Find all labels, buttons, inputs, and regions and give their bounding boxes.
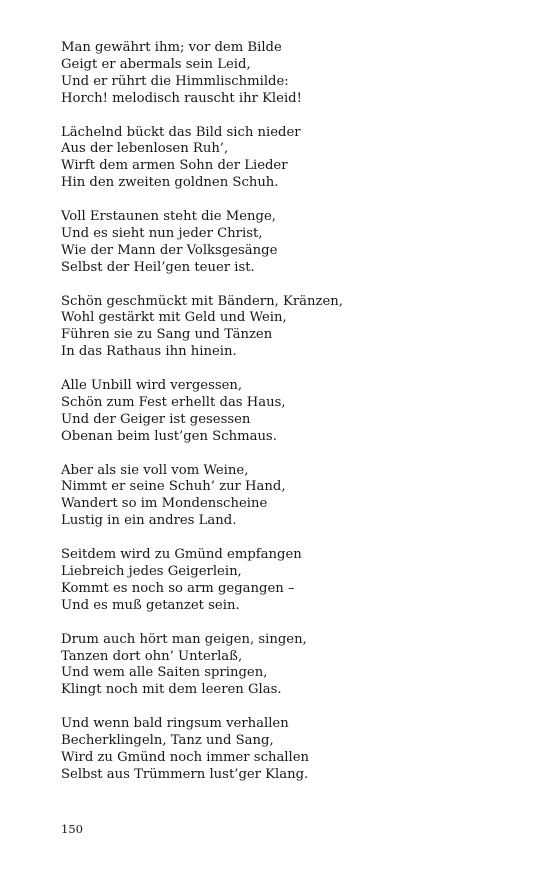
- verse-line: Wird zu Gmünd noch immer schallen: [61, 749, 310, 765]
- verse-line: Und der Geiger ist gesessen: [61, 411, 251, 427]
- stanza: [61, 209, 521, 277]
- poem-text: [61, 40, 521, 801]
- verse-line: Seitdem wird zu Gmünd empfangen: [61, 547, 302, 563]
- stanza: [61, 378, 521, 446]
- stanza: [61, 716, 521, 784]
- verse-line: Man gewährt ihm; vor dem Bilde: [61, 40, 282, 55]
- verse-line: Tanzen dort ohn’ Unterlaß,: [61, 648, 243, 664]
- verse-line: Horch! melodisch rauscht ihr Kleid!: [61, 90, 302, 106]
- verse-line: Hin den zweiten goldnen Schuh.: [61, 175, 279, 191]
- page-number: 150: [61, 822, 83, 836]
- stanza: [61, 294, 521, 362]
- verse-line: Alle Unbill wird vergessen,: [61, 378, 243, 394]
- verse-line: Und es sieht nun jeder Christ,: [61, 225, 263, 241]
- verse-line: Lächelnd bückt das Bild sich nieder: [61, 124, 301, 140]
- verse-line: Führen sie zu Sang und Tänzen: [61, 327, 273, 343]
- stanza: [61, 547, 521, 615]
- verse-line: Schön geschmückt mit Bändern, Kränzen,: [61, 293, 343, 309]
- verse-line: Aus der lebenlosen Ruh’,: [61, 141, 229, 157]
- verse-line: Und wenn bald ringsum verhallen: [61, 716, 289, 732]
- verse-line: Wandert so im Mondenscheine: [61, 496, 268, 512]
- verse-line: Voll Erstaunen steht die Menge,: [61, 209, 276, 225]
- verse-line: Wohl gestärkt mit Geld und Wein,: [61, 310, 287, 326]
- verse-line: In das Rathaus ihn hinein.: [61, 344, 237, 360]
- verse-line: Liebreich jedes Geigerlein,: [61, 564, 242, 579]
- verse-line: Drum auch hört man geigen, singen,: [61, 631, 307, 647]
- verse-line: Nimmt er seine Schuh’ zur Hand,: [61, 479, 286, 495]
- verse-line: Und er rührt die Himmlischmilde:: [61, 73, 289, 89]
- verse-line: Lustig in ein andres Land.: [61, 513, 237, 529]
- verse-line: Selbst der Heil’gen teuer ist.: [61, 259, 255, 275]
- verse-line: Kommt es noch so arm gegangen –: [61, 580, 295, 596]
- stanza: [61, 125, 521, 193]
- verse-line: Und es muß getanzet sein.: [61, 597, 240, 613]
- verse-line: Aber als sie voll vom Weine,: [61, 462, 249, 478]
- verse-line: Obenan beim lust’gen Schmaus.: [61, 428, 277, 444]
- verse-line: Wie der Mann der Volksgesänge: [61, 242, 278, 258]
- verse-line: Wirft dem armen Sohn der Lieder: [61, 158, 288, 174]
- verse-line: Schön zum Fest erhellt das Haus,: [61, 394, 286, 410]
- stanza: [61, 463, 521, 531]
- verse-line: Becherklingeln, Tanz und Sang,: [61, 733, 274, 749]
- verse-line: Und wem alle Saiten springen,: [61, 665, 268, 681]
- stanza: [61, 632, 521, 700]
- verse-line: Klingt noch mit dem leeren Glas.: [61, 682, 282, 698]
- stanza: [61, 40, 521, 108]
- verse-line: Geigt er abermals sein Leid,: [61, 56, 251, 72]
- verse-line: Selbst aus Trümmern lust’ger Klang.: [61, 766, 309, 782]
